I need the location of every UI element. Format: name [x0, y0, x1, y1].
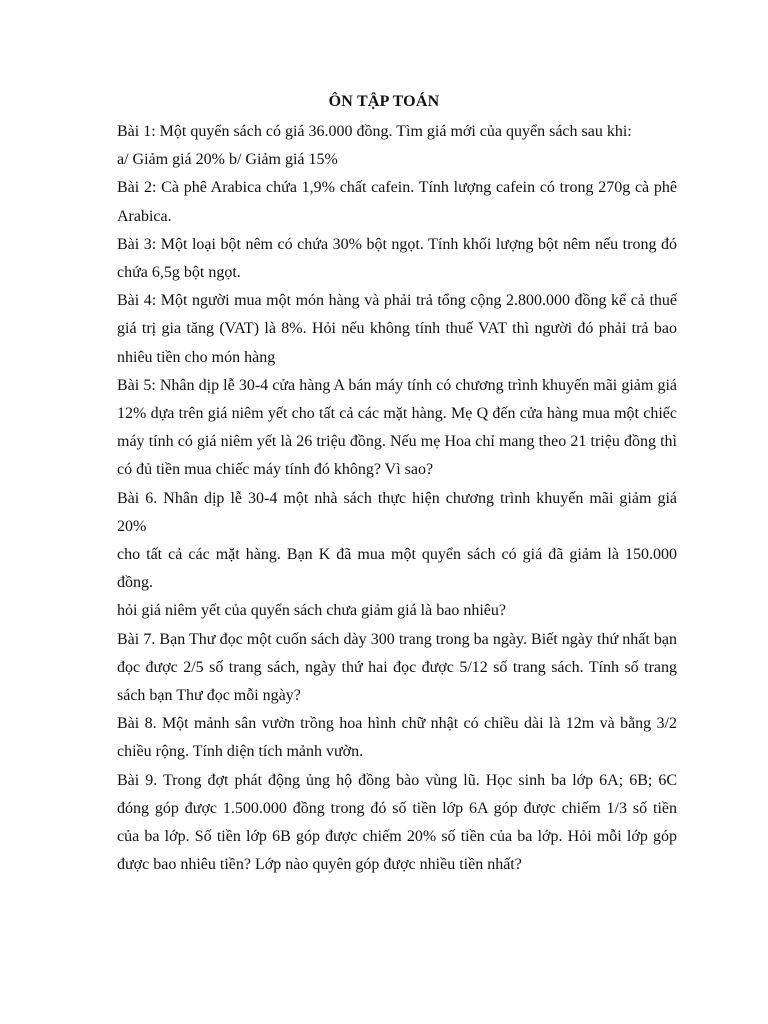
text-line: a/ Giảm giá 20% b/ Giảm giá 15% [117, 151, 338, 169]
text-line: Bài 3: Một loại bột nêm có chứa 30% bột ngọt. Tính khối lượng bột nêm nếu trong đó [117, 235, 677, 253]
text-line: hỏi giá niêm yết của quyển sách chưa giảm giá là bao nhiêu? [117, 602, 506, 620]
text-line: có đủ tiền mua chiếc máy tính đó không? Vì sao? [117, 461, 434, 479]
text-line: Bài 7. Bạn Thư đọc một cuốn sách dày 300 trang trong ba ngày. Biết ngày thứ nhất bạn [117, 630, 677, 648]
text-line: chứa 6,5g bột ngọt. [117, 264, 241, 282]
text-line: được bao nhiêu tiền? Lớp nào quyên góp được nhiều tiền nhất? [117, 856, 522, 874]
text-line: Bài 8. Một mảnh sân vườn trồng hoa hình chữ nhật có chiều dài là 12m và bằng 3/2 [117, 715, 677, 733]
text-line: Bài 4: Một người mua một món hàng và phải trả tổng cộng 2.800.000 đồng kể cả thuế [117, 292, 677, 310]
text-line: Bài 5: Nhân dịp lễ 30-4 cửa hàng A bán máy tính có chương trình khuyến mãi giảm giá [117, 376, 677, 394]
text-line: đóng góp được 1.500.000 đồng trong đó số tiền lớp 6A góp được chiếm 1/3 số tiền [117, 799, 677, 817]
text-line: cho tất cả các mặt hàng. Bạn K đã mua một quyển sách có giá đã giảm là 150.000 đồng. [117, 546, 677, 592]
text-line: của ba lớp. Số tiền lớp 6B góp được chiếm 20% số tiền của ba lớp. Hỏi mỗi lớp góp [117, 828, 677, 846]
text-line: Arabica. [117, 207, 172, 225]
document-title: ÔN TẬP TOÁN [328, 93, 440, 110]
text-line: giá trị gia tăng (VAT) là 8%. Hỏi nếu không tính thuế VAT thì người đó phải trả bao [117, 320, 677, 338]
text-line: 12% dựa trên giá niêm yết cho tất cả các mặt hàng. Mẹ Q đến cửa hàng mua một chiếc [117, 405, 677, 423]
text-line: Bài 6. Nhân dịp lễ 30-4 một nhà sách thực hiện chương trình khuyến mãi giảm giá 20% [117, 489, 677, 535]
text-line: máy tính có giá niêm yết là 26 triệu đồng. Nếu mẹ Hoa chỉ mang theo 21 triệu đồng thì [117, 433, 677, 451]
text-line: Bài 9. Trong đợt phát động ủng hộ đồng bào vùng lũ. Học sinh ba lớp 6A; 6B; 6C [117, 771, 677, 789]
document-body [117, 118, 677, 879]
text-line: chiều rộng. Tính diện tích mảnh vườn. [117, 743, 364, 761]
text-line: sách bạn Thư đọc mỗi ngày? [117, 687, 301, 705]
text-line: nhiêu tiền cho món hàng [117, 348, 276, 366]
text-line: Bài 1: Một quyển sách có giá 36.000 đồng. Tìm giá mới của quyển sách sau khi: [117, 123, 632, 140]
text-line: đọc được 2/5 số trang sách, ngày thứ hai đọc được 5/12 số trang sách. Tính số trang [117, 658, 677, 676]
text-line: Bài 2: Cà phê Arabica chứa 1,9% chất cafein. Tính lượng cafein có trong 270g cà phê [117, 179, 677, 197]
